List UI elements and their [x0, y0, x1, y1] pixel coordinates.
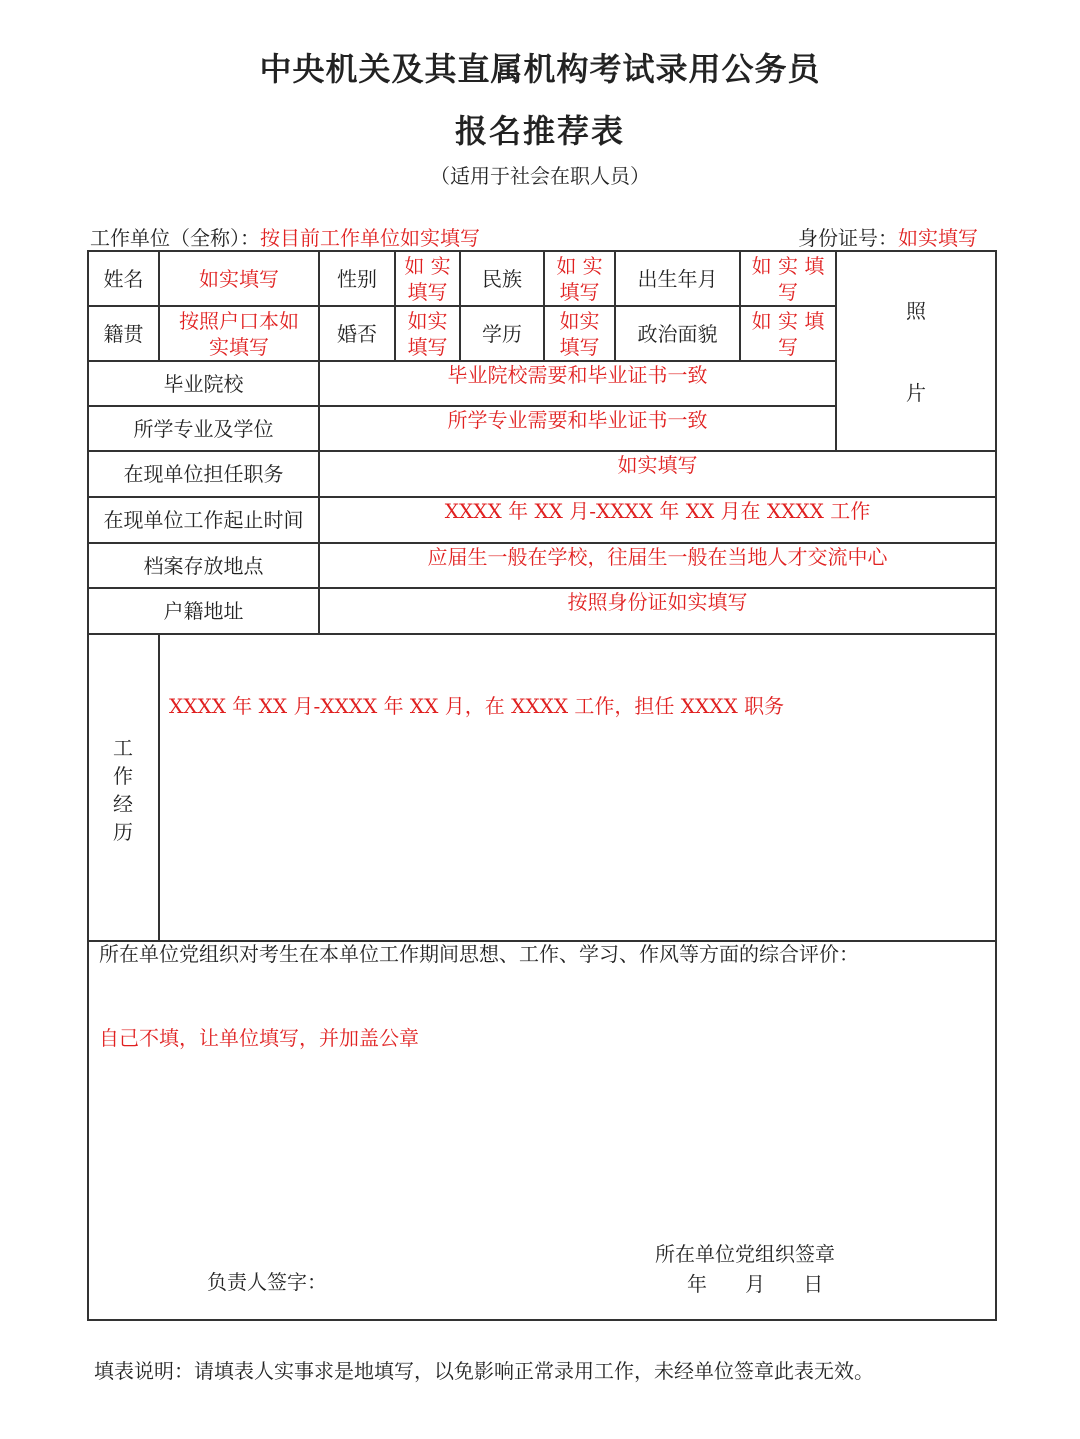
hukou-address-label: 户籍地址 [163, 599, 244, 623]
school-value[interactable]: 毕业院校需要和毕业证书一致 [447, 363, 708, 387]
filling-instructions: 填表说明：请填表人实事求是地填写，以免影响正常录用工作，未经单位签章此表无效。 [94, 1359, 874, 1383]
seal-date-label: 年 月 日 [687, 1272, 824, 1296]
form-subtitle: （适用于社会在职人员） [430, 164, 650, 188]
photo-label-bottom: 片 [906, 381, 926, 405]
native-place-label: 籍贯 [103, 321, 144, 346]
position-value[interactable]: 如实填写 [617, 453, 698, 477]
political-status-value[interactable]: 如 实 填写 [751, 308, 825, 359]
work-history-label: 工作经历 [113, 736, 133, 844]
archive-location-label: 档案存放地点 [143, 553, 264, 578]
marital-value[interactable]: 如实 填写 [407, 308, 448, 359]
id-number-label: 身份证号： [798, 226, 898, 250]
table-border-right [995, 250, 997, 1321]
major-degree-value[interactable]: 所学专业需要和毕业证书一致 [447, 408, 708, 432]
id-number-line [798, 222, 978, 251]
row-divider [87, 633, 997, 635]
birth-value[interactable]: 如 实 填写 [751, 253, 825, 304]
col-divider [158, 633, 160, 940]
work-unit-value[interactable]: 按目前工作单位如实填写 [260, 226, 480, 250]
name-value[interactable]: 如实填写 [199, 266, 279, 291]
form-title-line2: 报名推荐表 [454, 112, 625, 150]
gender-value[interactable]: 如 实 填写 [404, 253, 451, 304]
education-value[interactable]: 如实 填写 [559, 308, 600, 359]
evaluation-answer[interactable]: 自己不填，让单位填写，并加盖公章 [99, 1026, 419, 1050]
form-title-line1: 中央机关及其直属机构考试录用公务员 [259, 50, 821, 88]
party-seal-label: 所在单位党组织签章 [655, 1242, 835, 1266]
birth-label: 出生年月 [637, 266, 718, 291]
education-label: 学历 [482, 321, 522, 346]
work-unit-label: 工作单位（全称）： [90, 226, 260, 250]
registration-form-table [87, 250, 997, 1321]
position-label: 在现单位担任职务 [123, 462, 284, 486]
col-divider [835, 250, 837, 450]
table-border-bottom [87, 1319, 997, 1321]
evaluation-question: 所在单位党组织对考生在本单位工作期间思想、工作、学习、作风等方面的综合评价： [99, 942, 859, 966]
signer-label: 负责人签字： [207, 1270, 327, 1294]
school-label: 毕业院校 [163, 371, 244, 396]
photo-label-top: 照 [906, 299, 926, 323]
hukou-address-value[interactable]: 按照身份证如实填写 [567, 590, 748, 614]
native-place-value[interactable]: 按照户口本如实填写 [179, 308, 299, 359]
work-period-label: 在现单位工作起止时间 [103, 508, 304, 532]
gender-label: 性别 [337, 266, 377, 291]
marital-label: 婚否 [337, 321, 377, 346]
work-history-value[interactable]: XXXX 年 XX 月-XXXX 年 XX 月，在 XXXX 工作，担任 XXXX 职务 [169, 694, 785, 718]
work-unit-line [90, 222, 480, 251]
id-number-value[interactable]: 如实填写 [898, 226, 978, 250]
major-degree-label: 所学专业及学位 [133, 416, 274, 441]
name-label: 姓名 [103, 266, 144, 291]
archive-location-value[interactable]: 应届生一般在学校，往届生一般在当地人才交流中心 [427, 545, 888, 569]
ethnic-value[interactable]: 如 实 填写 [556, 253, 603, 304]
work-period-value[interactable]: XXXX 年 XX 月-XXXX 年 XX 月在 XXXX 工作 [444, 499, 871, 523]
political-status-label: 政治面貌 [637, 321, 718, 346]
ethnic-label: 民族 [482, 266, 522, 291]
